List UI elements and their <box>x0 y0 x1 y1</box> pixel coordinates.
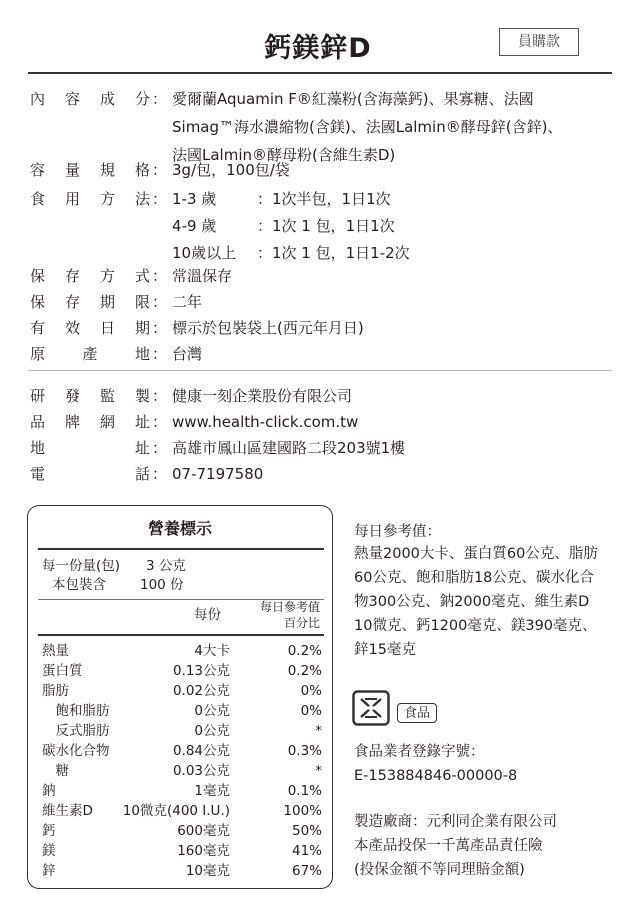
daily-reference-line: 熱量2000大卡、蛋白質60公克、脂肪 <box>354 546 598 562</box>
field-label <box>30 188 150 210</box>
nutrient-name: 維生素D <box>42 803 93 819</box>
info-row <box>30 291 610 313</box>
nutrient-daily-value: 100% <box>283 803 322 819</box>
nutrient-daily-value: 0% <box>300 703 322 719</box>
nutrient-name: 反式脂肪 <box>42 723 110 739</box>
label-char: 容 <box>64 90 80 108</box>
label-char: 地 <box>134 345 150 363</box>
nutrient-row <box>42 681 322 701</box>
daily-reference-title: 每日參考值： <box>354 524 441 540</box>
usage-age: 10歲以上 <box>172 244 237 262</box>
label-char: 量 <box>64 161 80 179</box>
nutrient-name: 蛋白質 <box>42 663 83 679</box>
nutrient-per-serving: 0公克 <box>194 723 230 739</box>
label-char: 地 <box>30 439 46 457</box>
nutrient-per-serving: 600毫克 <box>177 823 230 839</box>
usage-dose: ：1次 1 包，1日1-2次 <box>257 244 410 262</box>
nutrient-row <box>42 841 322 861</box>
section-divider <box>28 370 612 371</box>
label-char: 方 <box>99 267 115 285</box>
company-row <box>30 463 610 485</box>
product-title: 鈣鎂鋅D <box>264 33 372 64</box>
nutrient-name: 鋅 <box>42 863 56 879</box>
label-char: 話 <box>134 465 150 483</box>
info-row <box>30 343 610 365</box>
nutrient-daily-value: 0% <box>300 683 322 699</box>
company-value: 07-7197580 <box>172 465 264 483</box>
nutrient-name: 糖 <box>42 763 69 779</box>
usage-dose: ：1次 1 包，1日1次 <box>257 217 395 235</box>
usage-line <box>172 215 552 237</box>
label-colon: ： <box>152 267 168 285</box>
manufacturer-name: 製造廠商：元利同企業有限公司 <box>354 814 557 830</box>
nutrient-per-serving: 4大卡 <box>194 643 230 659</box>
label-colon: ： <box>152 319 168 337</box>
nutrient-name: 碳水化合物 <box>42 743 110 759</box>
label-colon: ： <box>152 90 168 108</box>
daily-reference-line: 60公克、飽和脂肪18公克、碳水化合 <box>354 570 594 586</box>
nutrient-per-serving: 0.03公克 <box>172 763 230 779</box>
nutrient-per-serving: 0.13公克 <box>172 663 230 679</box>
company-value: 健康一刻企業股份有限公司 <box>172 387 353 405</box>
label-char: 規 <box>99 161 115 179</box>
field-label <box>30 463 150 485</box>
info-value: 3g/包，100包/袋 <box>172 161 290 179</box>
nutrition-divider <box>38 634 324 636</box>
serving-size-value: 3 公克 <box>146 558 186 574</box>
label-colon: ： <box>152 190 168 208</box>
info-value: 常溫保存 <box>172 267 233 285</box>
field-label <box>30 411 150 433</box>
nutrient-daily-value: 50% <box>291 823 322 839</box>
insurance-note: 本產品投保一千萬產品責任險 <box>354 838 543 854</box>
nutrient-row <box>42 641 322 661</box>
nutrient-name: 鈉 <box>42 783 56 799</box>
nutrient-row <box>42 781 322 801</box>
label-char: 成 <box>99 90 115 108</box>
label-char: 內 <box>30 90 46 108</box>
nutrition-divider <box>38 548 324 550</box>
label-colon: ： <box>152 439 168 457</box>
nutrition-title: 營養標示 <box>147 519 212 538</box>
usage-dose: ：1次半包，1日1次 <box>257 190 391 208</box>
info-value-continued: 法國Lalmin®酵母粉(含維生素D) <box>172 146 396 164</box>
label-char: 限 <box>134 293 150 311</box>
insurance-disclaimer: (投保金額不等同理賠金額) <box>354 862 525 878</box>
label-char: 容 <box>30 161 46 179</box>
label-char: 格 <box>134 161 150 179</box>
info-value: 二年 <box>172 293 203 311</box>
label-char: 發 <box>64 387 80 405</box>
label-char: 牌 <box>64 413 80 431</box>
info-value: 標示於包裝袋上(西元年月日) <box>172 319 364 337</box>
nutrient-row <box>42 861 322 881</box>
nutrient-row <box>42 741 322 761</box>
daily-reference-line: 物300公克、鈉2000毫克、維生素D <box>354 594 590 610</box>
registration-number: E-153884846-00000-8 <box>354 768 518 784</box>
field-label <box>30 159 150 181</box>
info-row <box>30 88 610 110</box>
nutrient-row <box>42 661 322 681</box>
info-row <box>30 159 610 181</box>
label-colon: ： <box>152 465 168 483</box>
label-char: 存 <box>64 293 80 311</box>
nutrient-name: 熱量 <box>42 643 69 659</box>
nutrient-name: 鎂 <box>42 843 56 859</box>
label-char: 研 <box>30 387 46 405</box>
usage-age: 1-3 歲 <box>172 190 217 208</box>
nutrient-row <box>42 701 322 721</box>
label-char: 產 <box>82 345 98 363</box>
label-char: 效 <box>64 319 80 337</box>
servings-per-package-value: 100 份 <box>140 577 184 593</box>
company-row <box>30 411 610 433</box>
registration-label: 食品業者登錄字號： <box>354 744 485 760</box>
field-label <box>30 343 150 365</box>
usage-line <box>172 242 552 264</box>
servings-per-package-label: 本包裝含 <box>52 577 106 593</box>
usage-line <box>172 188 552 210</box>
label-char: 方 <box>99 190 115 208</box>
label-colon: ： <box>152 413 168 431</box>
label-colon: ： <box>152 161 168 179</box>
label-char: 存 <box>64 267 80 285</box>
nutrient-name: 鈣 <box>42 823 56 839</box>
field-label <box>30 437 150 459</box>
daily-value-header: 每日參考值 <box>259 600 320 614</box>
field-label <box>30 317 150 339</box>
info-value: 愛爾蘭Aquamin F®紅藻粉(含海藻鈣)、果寡糖、法國 <box>172 90 534 108</box>
daily-reference-line: 10微克、鈣1200毫克、鎂390毫克、 <box>354 618 597 634</box>
label-char: 分 <box>134 90 150 108</box>
label-char: 有 <box>30 319 46 337</box>
label-char: 製 <box>134 387 150 405</box>
per-serving-header: 每份 <box>194 607 221 623</box>
label-char: 址 <box>134 439 150 457</box>
label-char: 法 <box>134 190 150 208</box>
nutrient-per-serving: 0.02公克 <box>172 683 230 699</box>
label-char: 電 <box>30 465 46 483</box>
nutrient-per-serving: 0.84公克 <box>172 743 230 759</box>
label-char: 用 <box>64 190 80 208</box>
title-divider <box>28 72 612 74</box>
nutrient-row <box>42 821 322 841</box>
nutrient-daily-value: 41% <box>291 843 322 859</box>
field-label <box>30 385 150 407</box>
label-char: 保 <box>30 293 46 311</box>
nutrient-per-serving: 10毫克 <box>185 863 230 879</box>
label-char: 保 <box>30 267 46 285</box>
nutrient-daily-value: * <box>315 763 322 779</box>
nutrition-facts-panel <box>27 505 333 889</box>
field-label <box>30 291 150 313</box>
info-value-continued: Simag™海水濃縮物(含鎂)、法國Lalmin®酵母鋅(含鋅)、 <box>172 118 563 136</box>
nutrient-row <box>42 721 322 741</box>
employee-purchase-badge: 員購款 <box>499 28 579 56</box>
label-char: 日 <box>99 319 115 337</box>
nutrient-per-serving: 1毫克 <box>194 783 230 799</box>
nutrient-daily-value: 0.2% <box>287 643 322 659</box>
nutrient-daily-value: * <box>315 723 322 739</box>
nutrient-per-serving: 0公克 <box>194 703 230 719</box>
info-row <box>30 265 610 287</box>
nutrient-daily-value: 0.2% <box>287 663 322 679</box>
daily-value-header-2: 百分比 <box>283 616 320 630</box>
field-label <box>30 265 150 287</box>
nutrient-name: 脂肪 <box>42 683 69 699</box>
nutrient-daily-value: 0.1% <box>287 783 322 799</box>
nutrient-daily-value: 0.3% <box>287 743 322 759</box>
nutrient-per-serving: 10微克(400 I.U.) <box>122 803 230 819</box>
label-char: 原 <box>30 345 46 363</box>
label-colon: ： <box>152 345 168 363</box>
label-char: 期 <box>134 319 150 337</box>
company-row <box>30 385 610 407</box>
label-char: 址 <box>134 413 150 431</box>
nutrient-row <box>42 761 322 781</box>
daily-reference-line: 鋅15毫克 <box>354 642 416 658</box>
serving-size-label: 每一份量(包) <box>42 558 121 574</box>
label-char: 食 <box>30 190 46 208</box>
nutrient-per-serving: 160毫克 <box>177 843 230 859</box>
company-value: www.health-click.com.tw <box>172 413 359 431</box>
food-category-tag: 食品 <box>397 703 437 723</box>
field-label <box>30 88 150 110</box>
info-value: 台灣 <box>172 345 203 363</box>
recycle-icon <box>352 690 390 726</box>
nutrient-name: 飽和脂肪 <box>42 703 110 719</box>
label-colon: ： <box>152 293 168 311</box>
info-row <box>30 317 610 339</box>
label-char: 式 <box>134 267 150 285</box>
label-char: 品 <box>30 413 46 431</box>
label-char: 期 <box>99 293 115 311</box>
nutrient-daily-value: 67% <box>291 863 322 879</box>
usage-age: 4-9 歲 <box>172 217 217 235</box>
company-row <box>30 437 610 459</box>
label-colon: ： <box>152 387 168 405</box>
company-value: 高雄市鳳山區建國路二段203號1樓 <box>172 439 406 457</box>
label-char: 監 <box>99 387 115 405</box>
label-char: 網 <box>99 413 115 431</box>
nutrient-row <box>42 801 322 821</box>
